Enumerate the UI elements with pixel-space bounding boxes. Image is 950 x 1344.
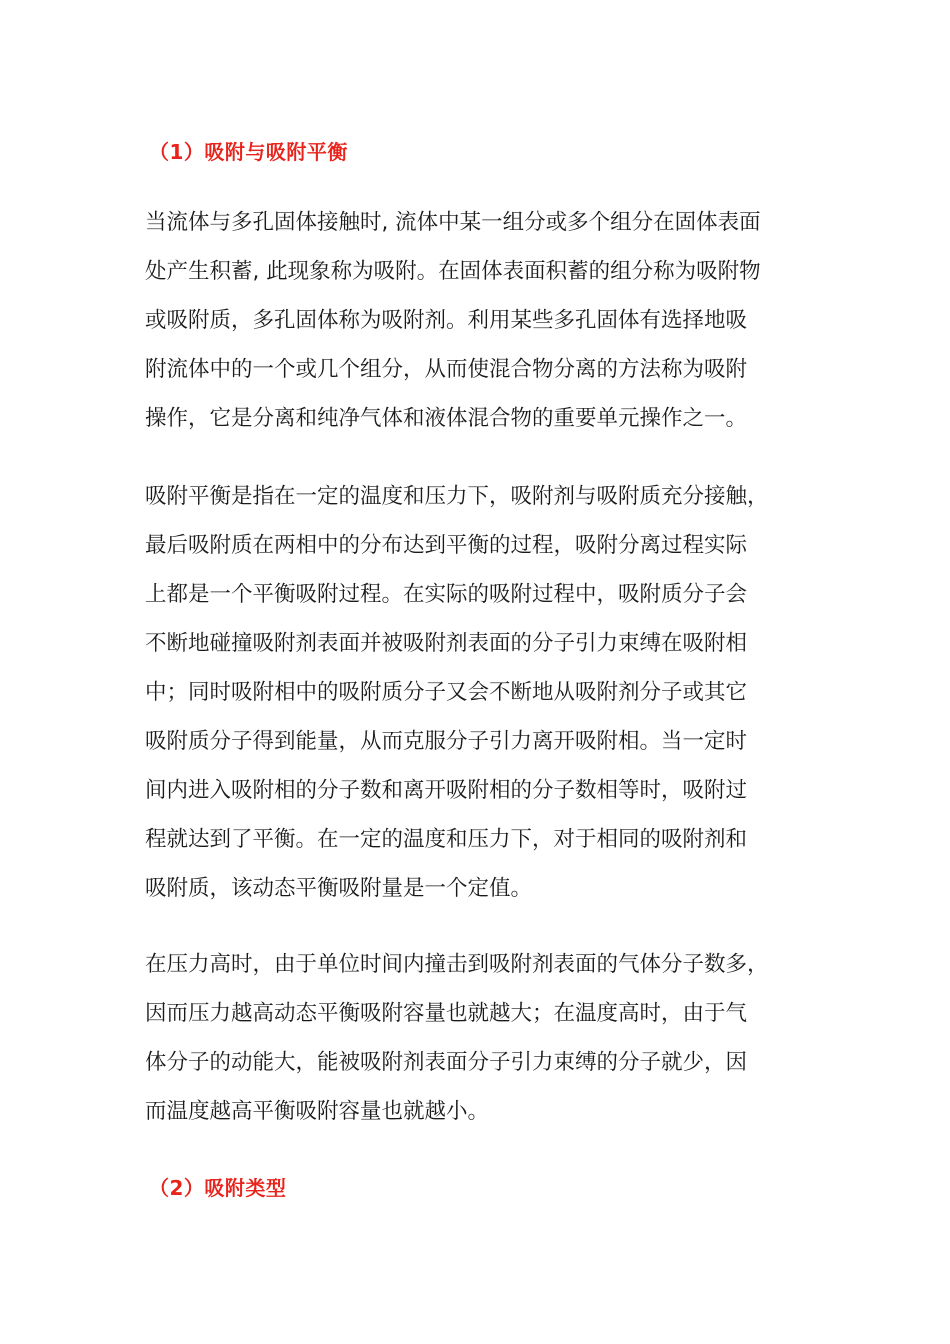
text-line: 上都是一个平衡吸附过程。在实际的吸附过程中，吸附质分子会 — [145, 582, 748, 607]
text-line: 操作，它是分离和纯净气体和液体混合物的重要单元操作之一。 — [145, 406, 748, 431]
text-line: 附流体中的一个或几个组分，从而使混合物分离的方法称为吸附 — [145, 357, 748, 382]
text-line: 处产生积蓄, 此现象称为吸附。在固体表面积蓄的组分称为吸附物 — [145, 259, 761, 284]
text-line: 因而压力越高动态平衡吸附容量也就越大；在温度高时，由于气 — [145, 1001, 748, 1026]
text-line: 体分子的动能大，能被吸附剂表面分子引力束缚的分子就少，因 — [145, 1050, 748, 1075]
text-line: 或吸附质，多孔固体称为吸附剂。利用某些多孔固体有选择地吸 — [145, 308, 748, 333]
text-line: 间内进入吸附相的分子数和离开吸附相的分子数相等时，吸附过 — [145, 778, 748, 803]
paragraph-adsorption-equilibrium — [145, 472, 805, 913]
text-line: 吸附平衡是指在一定的温度和压力下，吸附剂与吸附质充分接触， — [145, 484, 769, 509]
section-heading-1: （1）吸附与吸附平衡 — [149, 140, 348, 164]
text-line: 不断地碰撞吸附剂表面并被吸附剂表面的分子引力束缚在吸附相 — [145, 631, 748, 656]
paragraph-adsorption-definition — [145, 198, 805, 443]
text-line: 而温度越高平衡吸附容量也就越小。 — [145, 1099, 490, 1124]
text-line: 最后吸附质在两相中的分布达到平衡的过程，吸附分离过程实际 — [145, 533, 748, 558]
text-line: 当流体与多孔固体接触时, 流体中某一组分或多个组分在固体表面 — [145, 210, 761, 235]
text-line: 中；同时吸附相中的吸附质分子又会不断地从吸附剂分子或其它 — [145, 680, 748, 705]
text-line: 程就达到了平衡。在一定的温度和压力下，对于相同的吸附剂和 — [145, 827, 748, 852]
text-line: 吸附质，该动态平衡吸附量是一个定值。 — [145, 876, 533, 901]
section-heading-2: （2）吸附类型 — [149, 1176, 287, 1200]
paragraph-pressure-temperature — [145, 940, 805, 1136]
text-line: 在压力高时，由于单位时间内撞击到吸附剂表面的气体分子数多， — [145, 952, 769, 977]
text-line: 吸附质分子得到能量，从而克服分子引力离开吸附相。当一定时 — [145, 729, 748, 754]
